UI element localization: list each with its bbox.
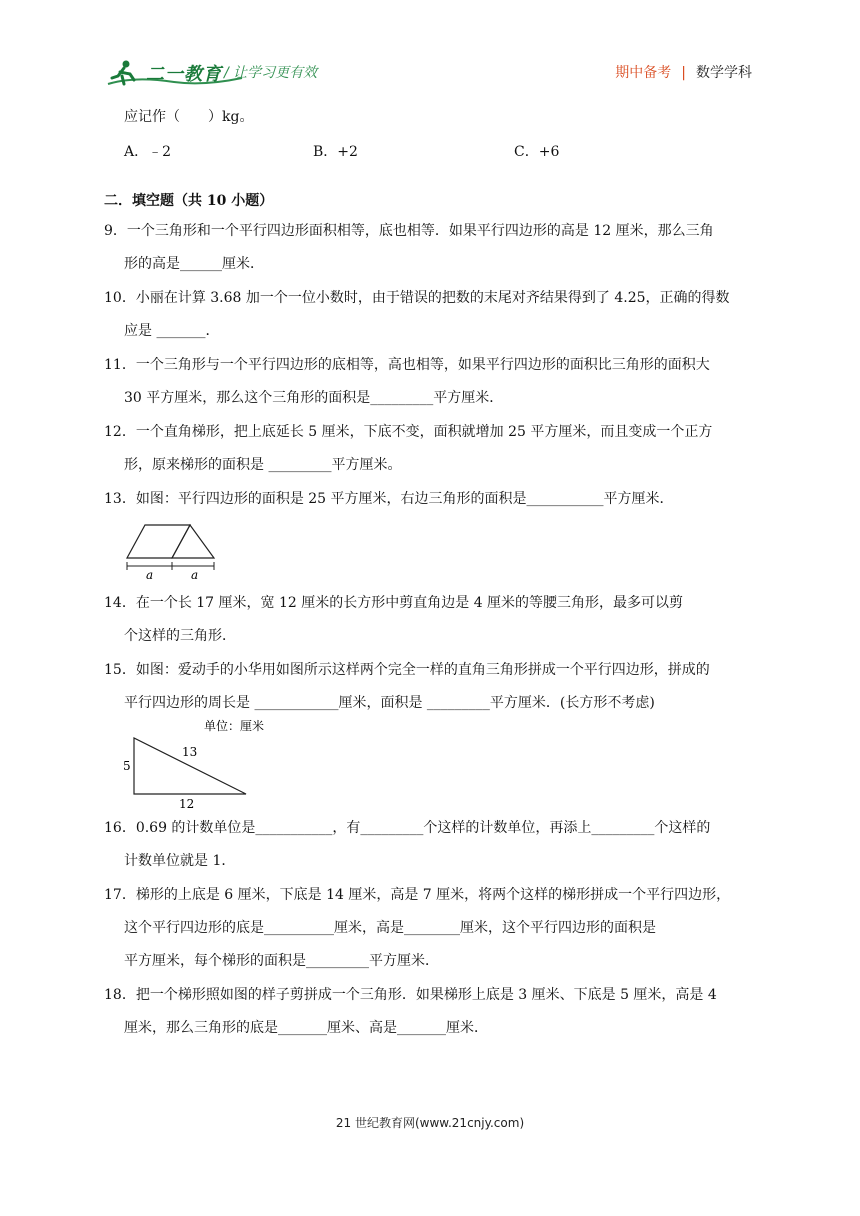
q15-line1: 15．如图：爱动手的小华用如图所示这样两个完全一样的直角三角形拼成一个平行四边形，拼成的: [104, 662, 710, 678]
header-right: [615, 62, 752, 82]
section-title: 二．填空题（共 10 小题）: [104, 193, 274, 209]
side-label-hypotenuse: 13: [182, 745, 198, 759]
q15-line2: 平行四边形的周长是 ____________厘米，面积是 _________平方厘米．(长方形不考虑): [124, 695, 655, 711]
header-subject-label: 数学学科: [696, 65, 752, 81]
q16-line1: 16．0.69 的计数单位是___________，有_________个这样的计数单位，再添上_________个这样的: [104, 820, 711, 836]
q17-line1: 17．梯形的上底是 6 厘米，下底是 14 厘米，高是 7 厘米，将两个这样的梯形拼成一个平行四边形，: [104, 887, 731, 903]
label-a-right: a: [191, 568, 199, 582]
page-header: [0, 0, 860, 100]
q9-line2: 形的高是______厘米．: [124, 256, 264, 272]
label-a-left: a: [146, 568, 154, 582]
option-b: B．+2: [313, 144, 358, 160]
header-slogan: / 让学习更有效: [224, 65, 318, 81]
unit-label: 单位：厘米: [204, 719, 265, 733]
q9-line1: 9．一个三角形和一个平行四边形面积相等，底也相等．如果平行四边形的高是 12 厘米，那么三角: [104, 223, 714, 239]
q12-line1: 12．一个直角梯形，把上底延长 5 厘米，下底不变，面积就增加 25 平方厘米，而且变成一个正方: [104, 424, 713, 440]
q18-line1: 18．把一个梯形照如图的样子剪拼成一个三角形．如果梯形上底是 3 厘米、下底是 5 厘米，高是 4: [104, 987, 717, 1003]
q18-line2: 厘米，那么三角形的底是_______厘米、高是_______厘米．: [124, 1020, 488, 1036]
q16-line2: 计数单位就是 1．: [124, 853, 236, 869]
side-label-left: 5: [123, 759, 131, 773]
header-separator: |: [681, 65, 686, 81]
q17-line2: 这个平行四边形的底是__________厘米，高是________厘米，这个平行四边形的面积是: [124, 920, 656, 936]
prev-question-tail: 应记作（ ）kg。: [124, 109, 254, 125]
q11-line1: 11．一个三角形与一个平行四边形的底相等，高也相等，如果平行四边形的面积比三角形的面积大: [104, 357, 710, 373]
page-footer: 21 世纪教育网(www.21cnjy.com): [335, 1116, 525, 1130]
q10-line2: 应是 _______．: [124, 323, 220, 339]
right-triangle-shape: [172, 525, 214, 558]
option-c: C．+6: [514, 144, 560, 160]
q11-line2: 30 平方厘米，那么这个三角形的面积是_________平方厘米．: [124, 390, 504, 406]
q13-line1: 13．如图：平行四边形的面积是 25 平方厘米，右边三角形的面积是___________平方厘米．: [104, 491, 674, 507]
logo-text: 二一教育: [146, 64, 222, 85]
side-label-bottom: 12: [179, 797, 195, 810]
figure-right-triangle: [118, 716, 278, 810]
figure-parallelogram-triangle: [120, 520, 220, 582]
q14-line2: 个这样的三角形．: [124, 628, 236, 644]
q12-line2: 形，原来梯形的面积是 _________平方厘米。: [124, 457, 402, 473]
q10-line1: 10．小丽在计算 3.68 加一个一位小数时，由于错误的把数的末尾对齐结果得到了 4.25，正确的得数: [104, 290, 730, 306]
header-exam-label: 期中备考: [615, 65, 672, 81]
option-a: A．﹣2: [124, 144, 172, 160]
q17-line3: 平方厘米，每个梯形的面积是_________平方厘米．: [124, 953, 439, 969]
q14-line1: 14．在一个长 17 厘米，宽 12 厘米的长方形中剪直角边是 4 厘米的等腰三角形，最多可以剪: [104, 595, 684, 611]
